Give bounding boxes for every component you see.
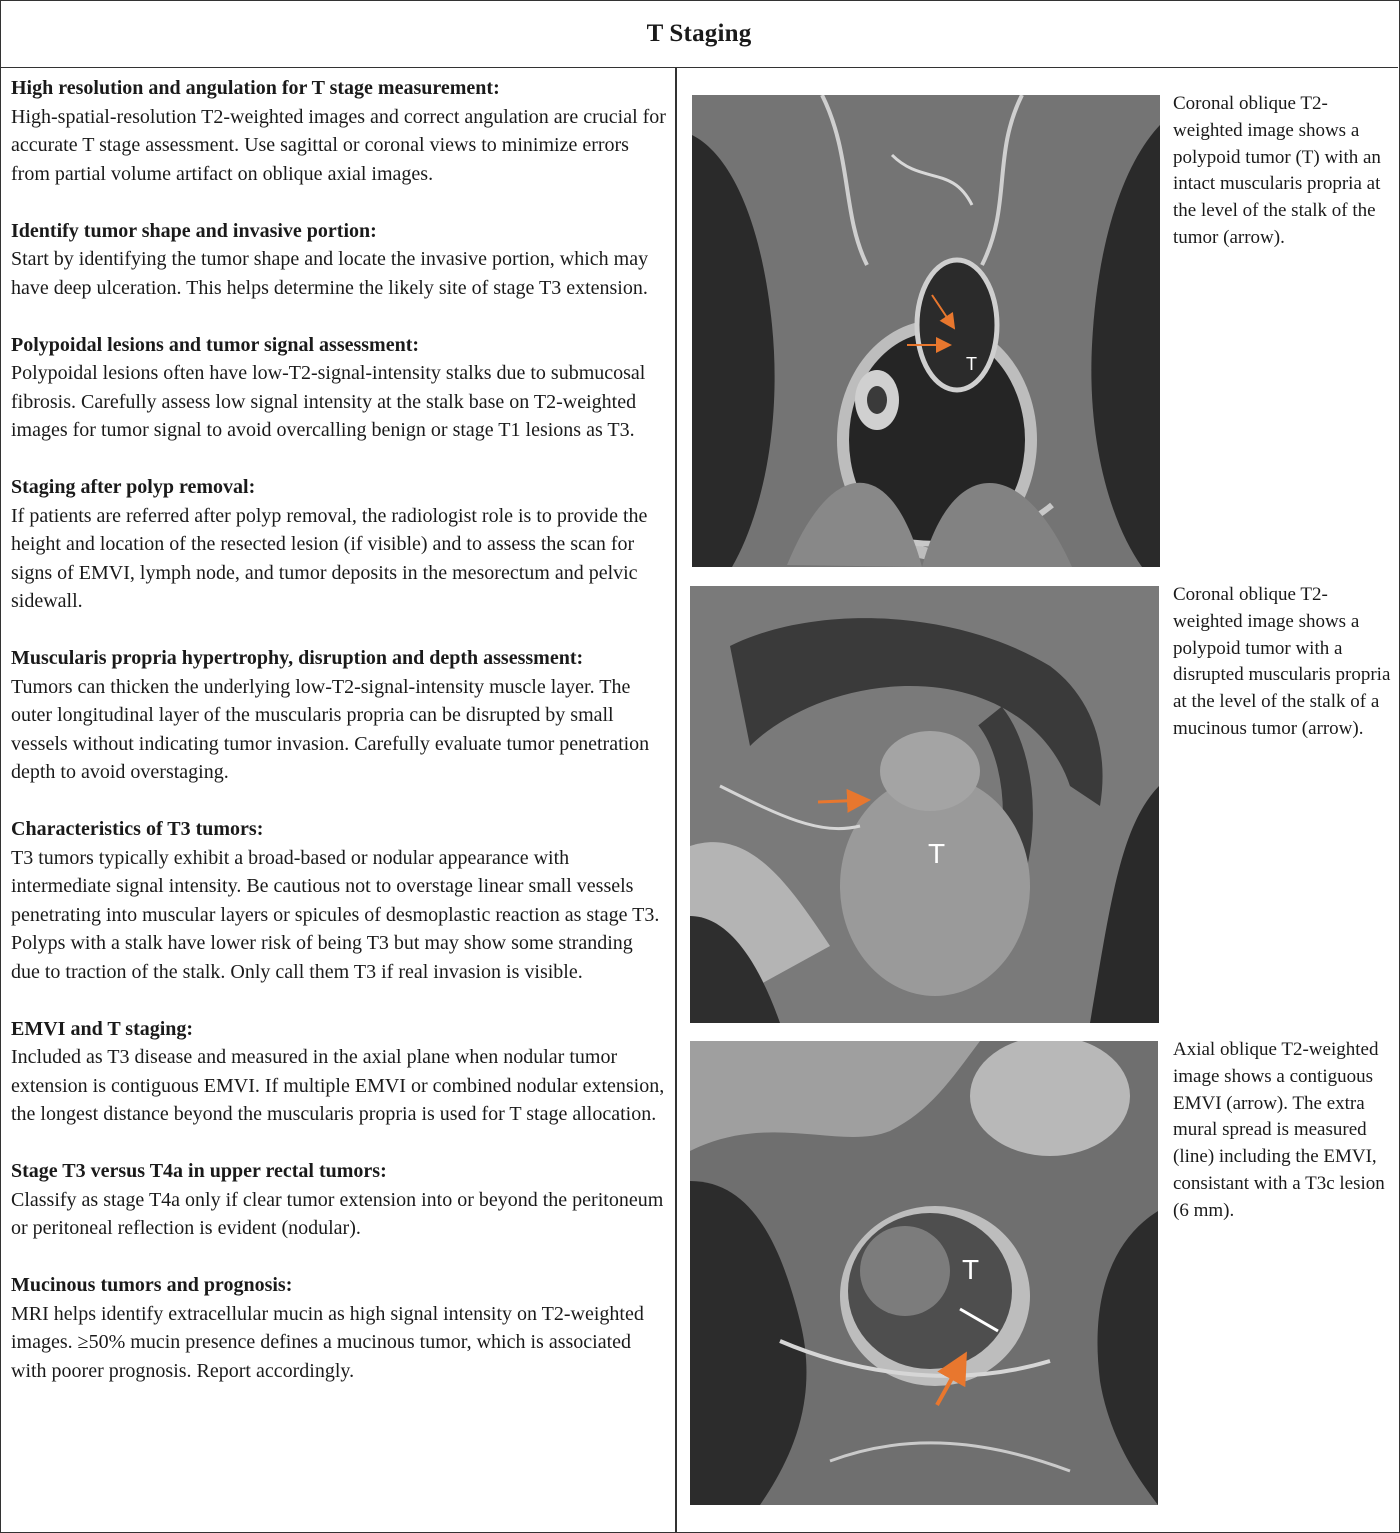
section-polyp-removal: [11, 473, 666, 616]
figure-caption: Coronal oblique T2-weighted image shows a polypoid tumor (T) with an intact muscularis propria at the level of the stalk of the tumor (arrow).: [1173, 93, 1381, 248]
section-body: Start by identifying the tumor shape and locate the invasive portion, which may have deep ulceration. This helps determine the likely site of stage T3 extension.: [11, 248, 649, 299]
section-body: T3 tumors typically exhibit a broad-based or nodular appearance with intermediate signal intensity. Be cautious not to overstage linear small vessels penetrating into muscular layers or spicules of desmoplastic reaction as stage T3. Polyps with a stalk have lower risk of being T3 but may show some stranding due to traction of the stalk. Only call them T3 if real invasion is visible.: [11, 846, 660, 983]
section-t3-characteristics: [11, 815, 666, 986]
figure-caption: Coronal oblique T2-weighted image shows a polypoid tumor with a disrupted muscularis propria at the level of the stalk of a mucinous tumor (arrow).: [1173, 584, 1391, 739]
section-heading: Identify tumor shape and invasive portion:: [11, 219, 377, 242]
tumor-label: T: [966, 354, 977, 374]
section-muscularis-propria: [11, 644, 666, 787]
section-high-resolution: [11, 74, 666, 188]
section-polypoidal-lesions: [11, 331, 666, 445]
page-title: T Staging: [646, 19, 752, 47]
section-heading: Characteristics of T3 tumors:: [11, 818, 264, 840]
section-emvi: [11, 1015, 666, 1129]
title-row: [0, 0, 1398, 68]
section-t3-vs-t4a: [11, 1157, 666, 1243]
section-body: Included as T3 disease and measured in the axial plane when nodular tumor extension is contiguous EMVI. If multiple EMVI or combined nodular extension, the longest distance beyond the muscularis propria is used for T stage allocation.: [11, 1046, 665, 1125]
column-divider: [675, 67, 677, 1533]
tumor-label: T: [928, 838, 946, 869]
section-body: Tumors can thicken the underlying low-T2-signal-intensity muscle layer. The outer longitudinal layer of the muscularis propria can be disrupted by small vessels without indicating tumor invasion. Carefully evaluate tumor penetration depth to avoid overstaging.: [11, 675, 650, 783]
section-mucinous: [11, 1271, 666, 1385]
mri-image-coronal-disrupted: [690, 586, 1159, 1023]
figure-caption: Axial oblique T2-weighted image shows a contiguous EMVI (arrow). The extra mural spread is measured (line) including the EMVI, consistant with a T3c lesion (6 mm).: [1173, 1039, 1385, 1221]
text-column: [11, 74, 666, 1414]
section-tumor-shape: [11, 217, 666, 303]
section-heading: Stage T3 versus T4a in upper rectal tumors:: [11, 1160, 387, 1182]
section-heading: Staging after polyp removal:: [11, 476, 256, 498]
mri-image-coronal-intact: [692, 95, 1160, 567]
section-body: Polypoidal lesions often have low-T2-signal-intensity stalks due to submucosal fibrosis. Carefully assess low signal intensity at the stalk base on T2-weighted images for tumor signal to avoid overcalling benign or stage T1 lesions as T3.: [11, 362, 646, 441]
section-heading: Mucinous tumors and prognosis:: [11, 1274, 293, 1296]
section-heading: Polypoidal lesions and tumor signal assessment:: [11, 333, 420, 356]
section-heading: Muscularis propria hypertrophy, disruption and depth assessment:: [11, 647, 584, 669]
section-body: High-spatial-resolution T2-weighted images and correct angulation are crucial for accurate T stage assessment. Use sagittal or coronal views to minimize errors from partial volume artifact on oblique axial images.: [11, 105, 666, 185]
section-body: MRI helps identify extracellular mucin as high signal intensity on T2-weighted images. ≥50% mucin presence defines a mucinous tumor, which is associated with poorer prognosis. Report accordingly.: [11, 1302, 644, 1382]
tumor-label: T: [962, 1254, 980, 1285]
section-heading: EMVI and T staging:: [11, 1017, 194, 1040]
section-body: If patients are referred after polyp removal, the radiologist role is to provide the height and location of the resected lesion (if visible) and to assess the scan for signs of EMVI, lymph node, and tumor deposits in the mesorectum and pelvic sidewall.: [11, 504, 648, 612]
mri-image-axial-emvi: [690, 1041, 1158, 1505]
section-body: Classify as stage T4a only if clear tumor extension into or beyond the peritoneum or peritoneal reflection is evident (nodular).: [11, 1188, 664, 1239]
section-heading: High resolution and angulation for T stage measurement:: [11, 77, 500, 99]
